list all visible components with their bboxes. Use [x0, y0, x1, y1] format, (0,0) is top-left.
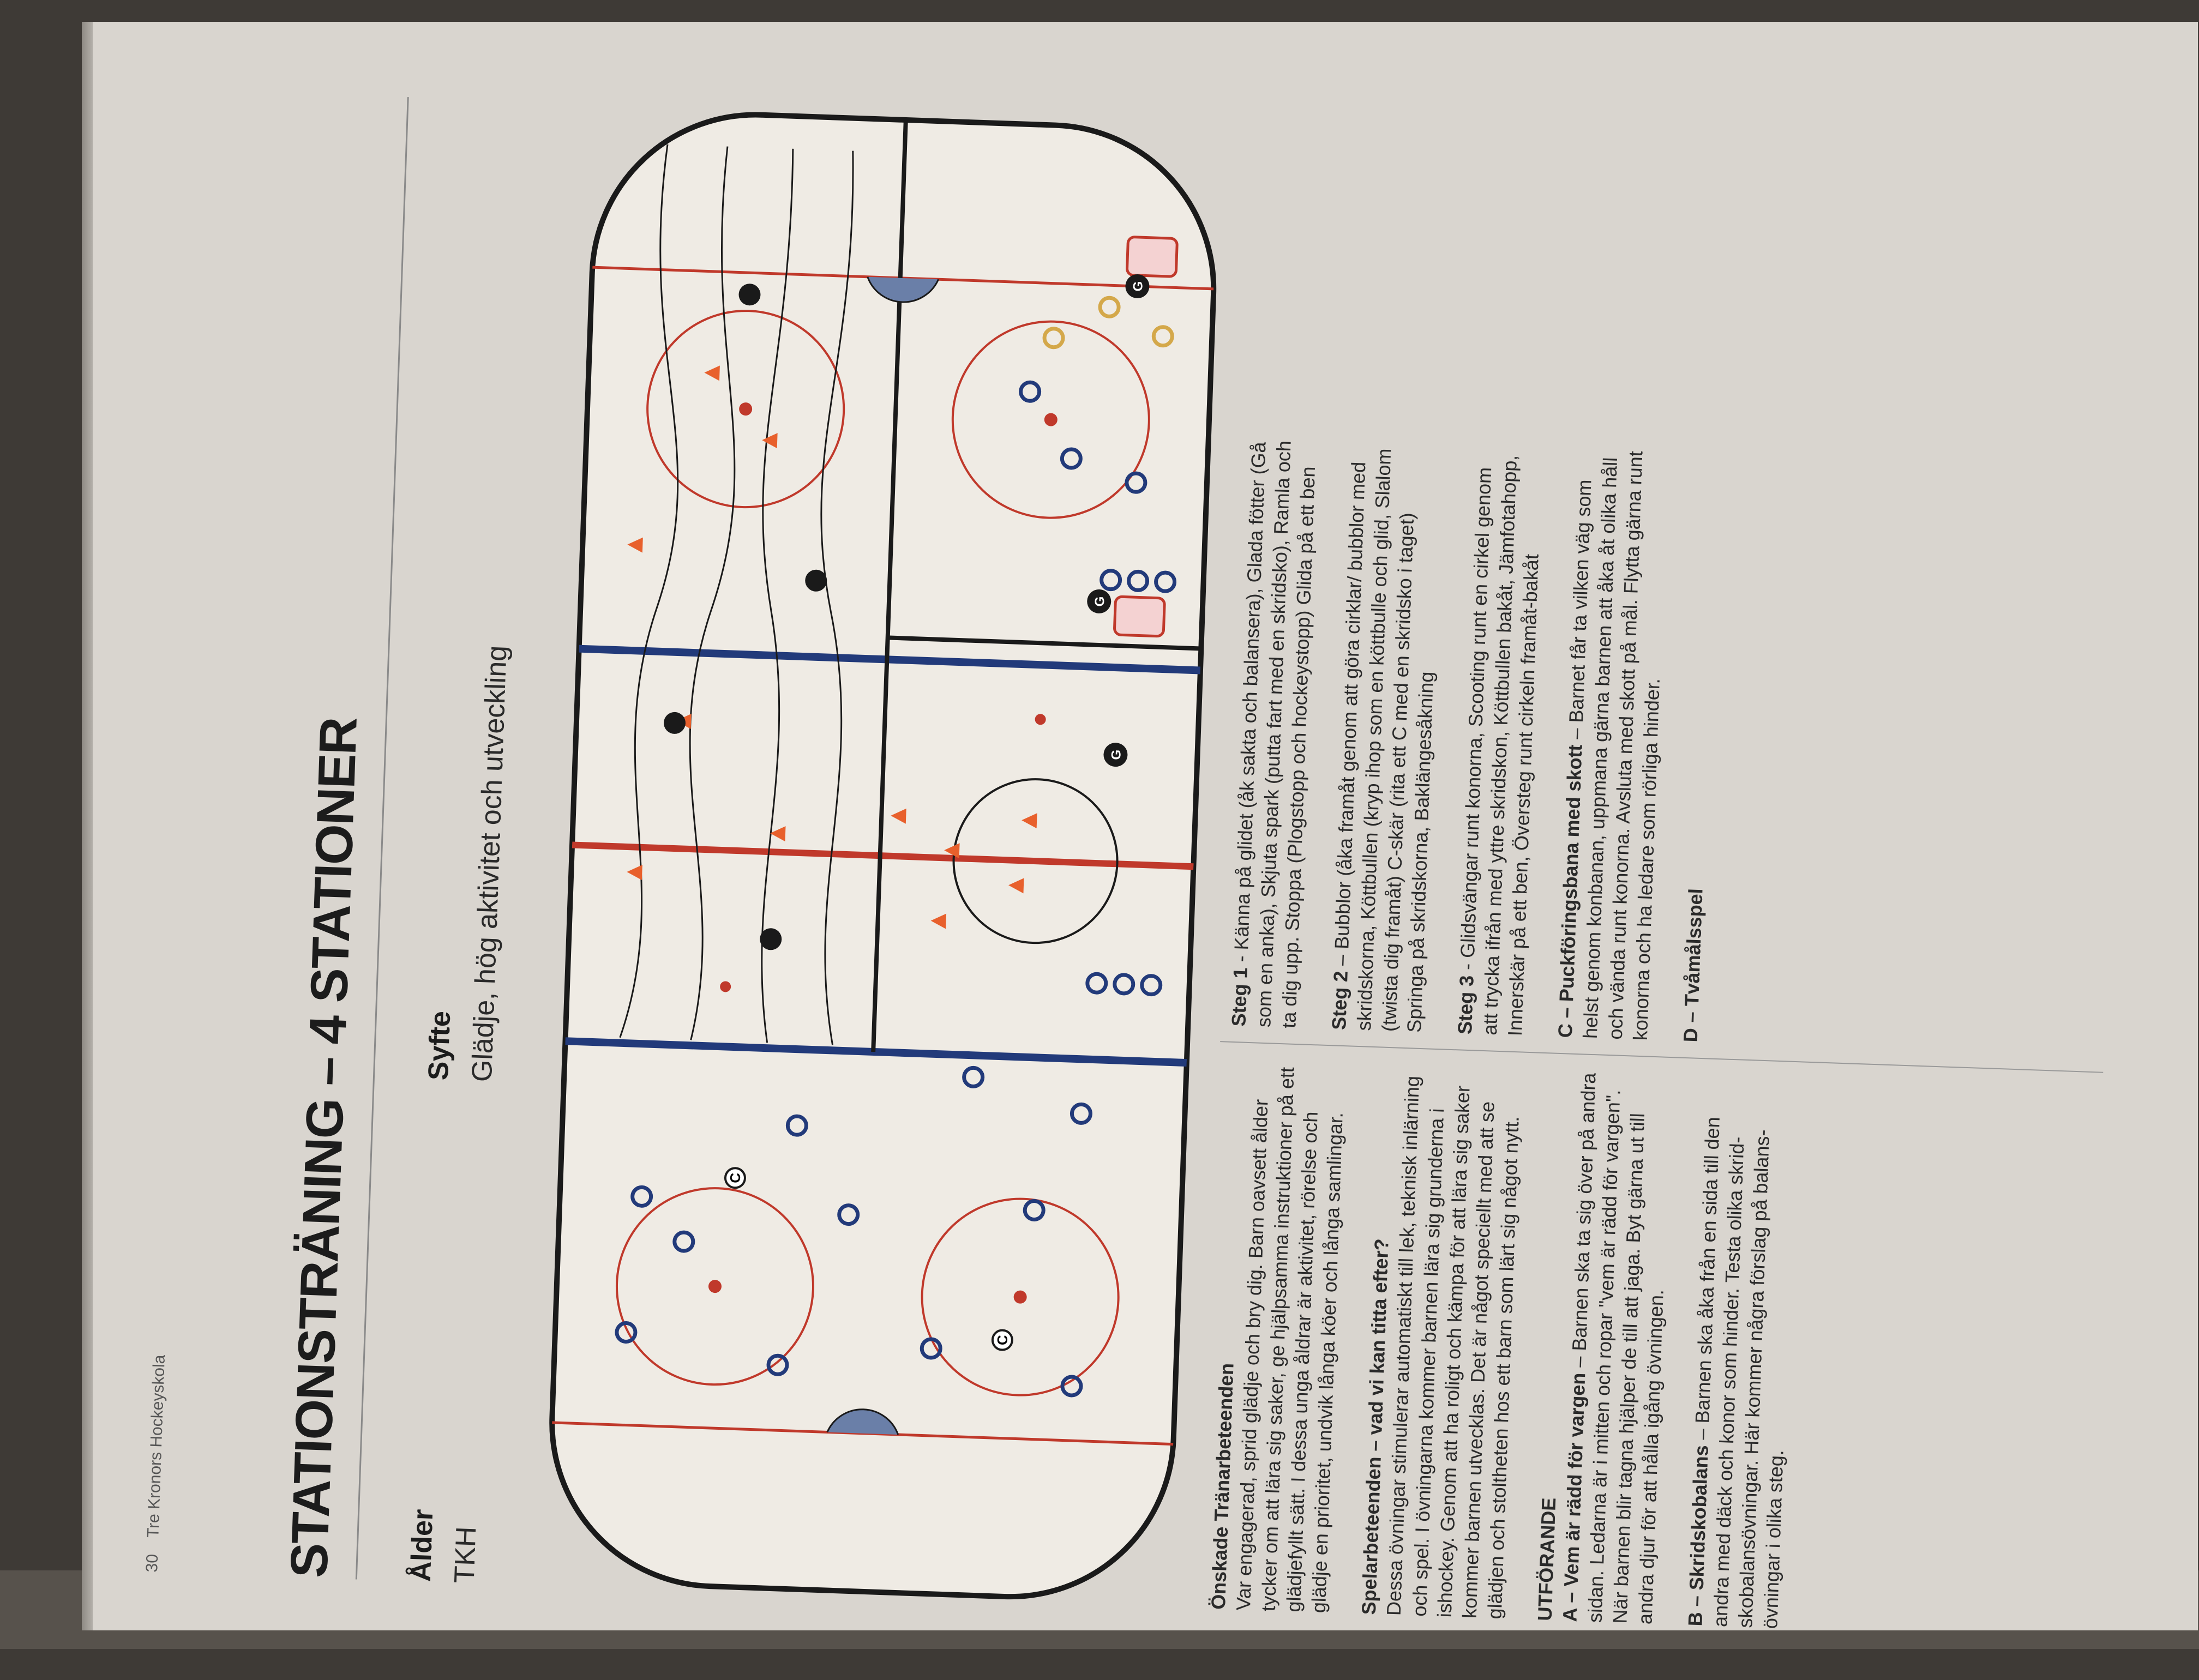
goalie-marker-label: G — [1131, 281, 1146, 292]
step-2 — [1326, 441, 1447, 1033]
station-c-title: C – Puckföringsbana med skott — [1553, 744, 1587, 1038]
step-3-title: Steg 3 — [1453, 975, 1478, 1035]
desired-behaviour-section — [1206, 1053, 1351, 1613]
desired-behaviour-heading: Önskade Tränarbeteenden — [1206, 1363, 1238, 1610]
station-d-title: D – Tvåmålsspel — [1679, 888, 1707, 1043]
station-a-title: A – Vem är rädd för vargen — [1558, 1372, 1590, 1622]
step-1 — [1226, 437, 1322, 1028]
goalie-marker-label: G — [1109, 749, 1124, 760]
player-behaviour-text: Dessa övningar stimulerar automatiskt till lek, teknisk inlärning och spel. I övningarna kommer barnen lära sig grunderna i ishockey. Genom att ha roligt och kämpa för att lära sig saker kommer barnen utvecklas. Det är något speciellt med att se glädjen och stoltheten hos ett barn som lärt sig något nytt. — [1383, 1075, 1523, 1620]
station-c — [1553, 449, 1674, 1041]
coach-marker-label: C — [994, 1334, 1011, 1346]
purpose-value: Glädje, hög aktivitet och utveckling — [466, 645, 513, 1082]
player-behaviour-section — [1356, 1058, 1527, 1619]
age-label: Ålder — [405, 1508, 440, 1582]
purpose-label: Syfte — [422, 1010, 457, 1081]
step-3 — [1452, 445, 1548, 1037]
left-column — [1206, 1053, 1828, 1630]
station-c-text: – Barnet får ta vilken väg som helst genom konbanan, uppmana gärna barnen att åka åt olika håll och vända runt konorna. Avsluta med skott på mål. Flytta gärna runt konorna och ha ledare som rörliga hinder. — [1564, 450, 1664, 1041]
execution-heading: UTFÖRANDE — [1533, 1497, 1560, 1622]
goal-net-top — [1127, 237, 1177, 276]
step-1-title: Steg 1 — [1227, 967, 1252, 1027]
goal-net-bottom — [1114, 597, 1164, 636]
goalie-marker-label: G — [1092, 596, 1108, 607]
player-behaviour-heading: Spelarbeteenden – vad vi kan titta efter? — [1357, 1238, 1393, 1616]
page-title: STATIONSTRÄNING – 4 STATIONER — [279, 716, 368, 1579]
right-column — [1226, 437, 1749, 1044]
coach-marker-label: C — [726, 1172, 744, 1184]
station-d — [1678, 453, 1724, 1043]
desired-behaviour-text: Var engagerad, sprid glädje och bry dig. Barn oavsett ålder tycker om att lära sig saker, ge hjälpsamma instruktioner på ett glädjefyllt sätt. I dessa unga åldrar är aktivitet, rörelse och glädje en prioritet, undvik långa köer och långa samlingar. — [1231, 1067, 1348, 1613]
station-b-title: B – Skridskobalans — [1684, 1444, 1713, 1627]
station-b-section — [1683, 1070, 1803, 1629]
age-value: TKH — [448, 1526, 483, 1584]
execution-section — [1532, 1064, 1677, 1624]
page-number: 30 — [143, 1553, 162, 1573]
step-2-text: – Bubblor (åka framåt genom att göra cirklar/ bubblor med skridskorna, Köttbullen (kryp ihop som en köttbulle och glid, Slalom (twista dig framåt) C-skär (rita ett C med en skridsko i taget) Springa på skridskorna, Baklängesåkning — [1330, 448, 1438, 1033]
book-title: Tre Kronors Hockeyskola — [144, 1354, 169, 1538]
step-3-text: - Glidsvängar runt konorna, Scooting runt en cirkel genom att trycka ifrån med yttre skridskon, Köttbullen bakåt, Jämfotahopp, Innerskär på ett ben, Översteg runt cirkeln framåt-bakåt — [1455, 454, 1543, 1037]
step-2-title: Steg 2 — [1327, 971, 1353, 1031]
station-b-text: – Barnen ska åka från en sida till den andra med däck och konor som hinder. Testa olika skrid-skobalansövningar. Här kommer några förslag på balans-övningar i olika steg. — [1690, 1116, 1788, 1629]
rink-diagram — [541, 104, 1225, 1608]
running-header — [143, 1354, 169, 1573]
station-a-text: – Barnen ska ta sig över på andra sidan. Ledarna är i mitten och ropar "vem är rädd för vargen". När barnen blir tagna hjälper de till att jaga. Byt gärna ut till andra djur för att hålla igång övningen. — [1567, 1072, 1668, 1625]
page-content — [98, 0, 2199, 1680]
step-1-text: - Känna på glidet (åk sakta och balansera), Glada fötter (Gå som en anka), Skjuta spark (putta fart med en skridsko), Ramla och ta dig upp. Stoppa (Plogstopp och hockeystopp) Glida på ett ben — [1229, 440, 1320, 1029]
